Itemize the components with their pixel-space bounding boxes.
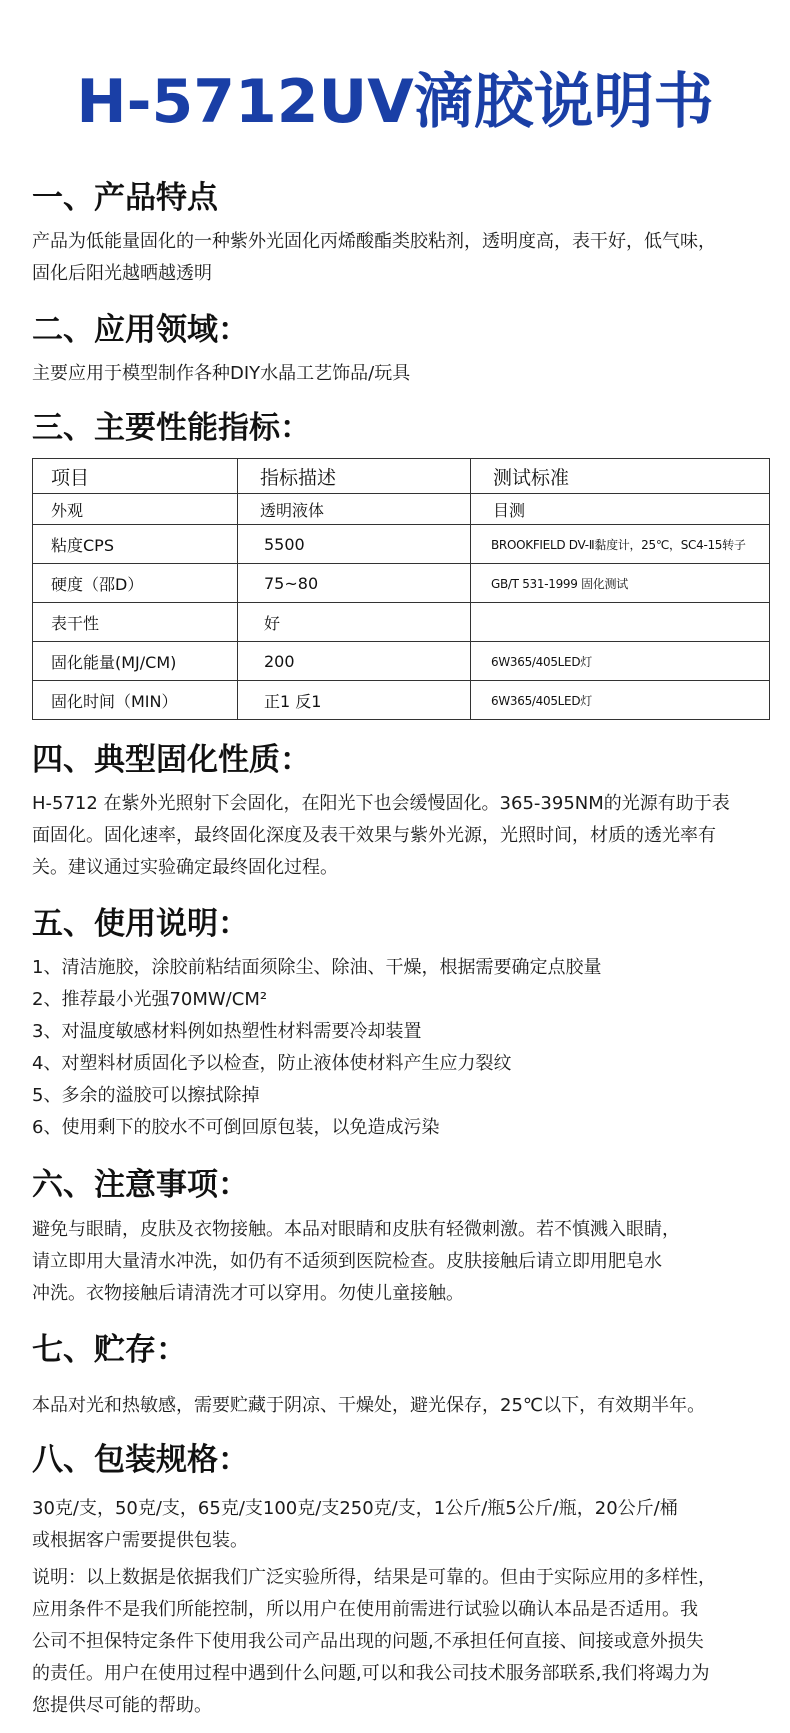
text-line: 请立即用大量清水冲洗，如仍有不适须到医院检查。皮肤接触后请立即用肥皂水	[32, 1251, 662, 1272]
section-heading-storage: 七、贮存：	[32, 1332, 187, 1368]
table-cell: 好	[238, 603, 471, 642]
table-cell: 硬度（邵D）	[33, 564, 238, 603]
text-line: 或根据客户需要提供包装。	[32, 1530, 248, 1551]
text-line: 公司不担保特定条件下使用我公司产品出现的问题,不承担任何直接、间接或意外损失	[32, 1631, 704, 1652]
list-item: 2、推荐最小光强70MW/CM²	[32, 989, 268, 1010]
text-line: 的责任。用户在使用过程中遇到什么问题,可以和我公司技术服务部联系,我们将竭力为	[32, 1663, 710, 1684]
table-cell: 透明液体	[238, 494, 471, 525]
text-line: 产品为低能量固化的一种紫外光固化丙烯酸酯类胶粘剂，透明度高，表干好，低气味，	[32, 231, 716, 252]
text-line: 冲洗。衣物接触后请清洗才可以穿用。勿使儿童接触。	[32, 1283, 464, 1304]
section-body-features	[32, 226, 716, 290]
table-cell: 目测	[471, 494, 770, 525]
table-cell: 表干性	[33, 603, 238, 642]
section-body-storage	[32, 1390, 705, 1422]
table-cell: BROOKFIELD DV-Ⅱ黏度计，25℃，SC4-15转子	[471, 525, 770, 564]
table-row	[33, 681, 770, 720]
table-row	[33, 525, 770, 564]
table-cell: 正1 反1	[238, 681, 471, 720]
list-item: 1、清洁施胶，涂胶前粘结面须除尘、除油、干燥，根据需要确定点胶量	[32, 957, 602, 978]
text-line: H-5712 在紫外光照射下会固化，在阳光下也会缓慢固化。365-395NM的光源有助于表	[32, 793, 730, 814]
section-body-applications	[32, 358, 410, 390]
section-heading-precautions: 六、注意事项：	[32, 1167, 249, 1203]
text-line: 您提供尽可能的帮助。	[32, 1695, 212, 1716]
table-cell: 固化时间（MIN）	[33, 681, 238, 720]
table-row	[33, 642, 770, 681]
table-cell: 外观	[33, 494, 238, 525]
table-header-cell: 项目	[33, 459, 238, 494]
table-header-row	[33, 459, 770, 494]
section-heading-performance: 三、主要性能指标：	[32, 410, 311, 446]
table-row	[33, 603, 770, 642]
text-line: 主要应用于模型制作各种DIY水晶工艺饰品/玩具	[32, 363, 411, 384]
text-line: 避免与眼睛，皮肤及衣物接触。本品对眼睛和皮肤有轻微刺激。若不慎溅入眼睛，	[32, 1219, 680, 1240]
table-header-cell: 指标描述	[238, 459, 471, 494]
list-item: 6、使用剩下的胶水不可倒回原包装，以免造成污染	[32, 1117, 440, 1138]
text-line: 30克/支，50克/支，65克/支100克/支250克/支，1公斤/瓶5公斤/瓶，20公斤/桶	[32, 1498, 678, 1519]
section-body-packaging	[32, 1493, 678, 1557]
section-heading-usage: 五、使用说明：	[32, 906, 249, 942]
section-body-curing	[32, 788, 730, 884]
text-line: 说明：以上数据是依据我们广泛实验所得，结果是可靠的。但由于实际应用的多样性，	[32, 1567, 716, 1588]
section-heading-features: 一、产品特点	[32, 180, 218, 216]
table-cell: 5500	[238, 525, 471, 564]
section-heading-packaging: 八、包装规格：	[32, 1442, 249, 1478]
list-item: 3、对温度敏感材料例如热塑性材料需要冷却装置	[32, 1021, 422, 1042]
section-heading-applications: 二、应用领域：	[32, 312, 249, 348]
list-item: 5、多余的溢胶可以擦拭除掉	[32, 1085, 260, 1106]
section-body-usage	[32, 952, 601, 1144]
text-line: 应用条件不是我们所能控制，所以用户在使用前需进行试验以确认本品是否适用。我	[32, 1599, 698, 1620]
table-cell	[471, 603, 770, 642]
section-heading-curing: 四、典型固化性质：	[32, 742, 311, 778]
table-cell: 6W365/405LED灯	[471, 642, 770, 681]
table-cell: 固化能量(MJ/CM)	[33, 642, 238, 681]
table-header-cell: 测试标准	[471, 459, 770, 494]
table-cell: 75~80	[238, 564, 471, 603]
text-line: 面固化。固化速率，最终固化深度及表干效果与紫外光源，光照时间，材质的透光率有	[32, 825, 716, 846]
section-body-precautions	[32, 1214, 680, 1310]
document-title: H-5712UV滴胶说明书	[76, 67, 714, 137]
table-row	[33, 564, 770, 603]
disclaimer-note	[32, 1562, 716, 1722]
performance-table	[32, 458, 770, 720]
list-item: 4、对塑料材质固化予以检查，防止液体使材料产生应力裂纹	[32, 1053, 512, 1074]
text-line: 关。建议通过实验确定最终固化过程。	[32, 857, 338, 878]
table-row	[33, 494, 770, 525]
text-line: 固化后阳光越晒越透明	[32, 263, 212, 284]
table-cell: 200	[238, 642, 471, 681]
table-cell: 6W365/405LED灯	[471, 681, 770, 720]
table-cell: GB/T 531-1999 固化测试	[471, 564, 770, 603]
text-line: 本品对光和热敏感，需要贮藏于阴凉、干燥处，避光保存，25℃以下，有效期半年。	[32, 1395, 706, 1416]
table-cell: 粘度CPS	[33, 525, 238, 564]
